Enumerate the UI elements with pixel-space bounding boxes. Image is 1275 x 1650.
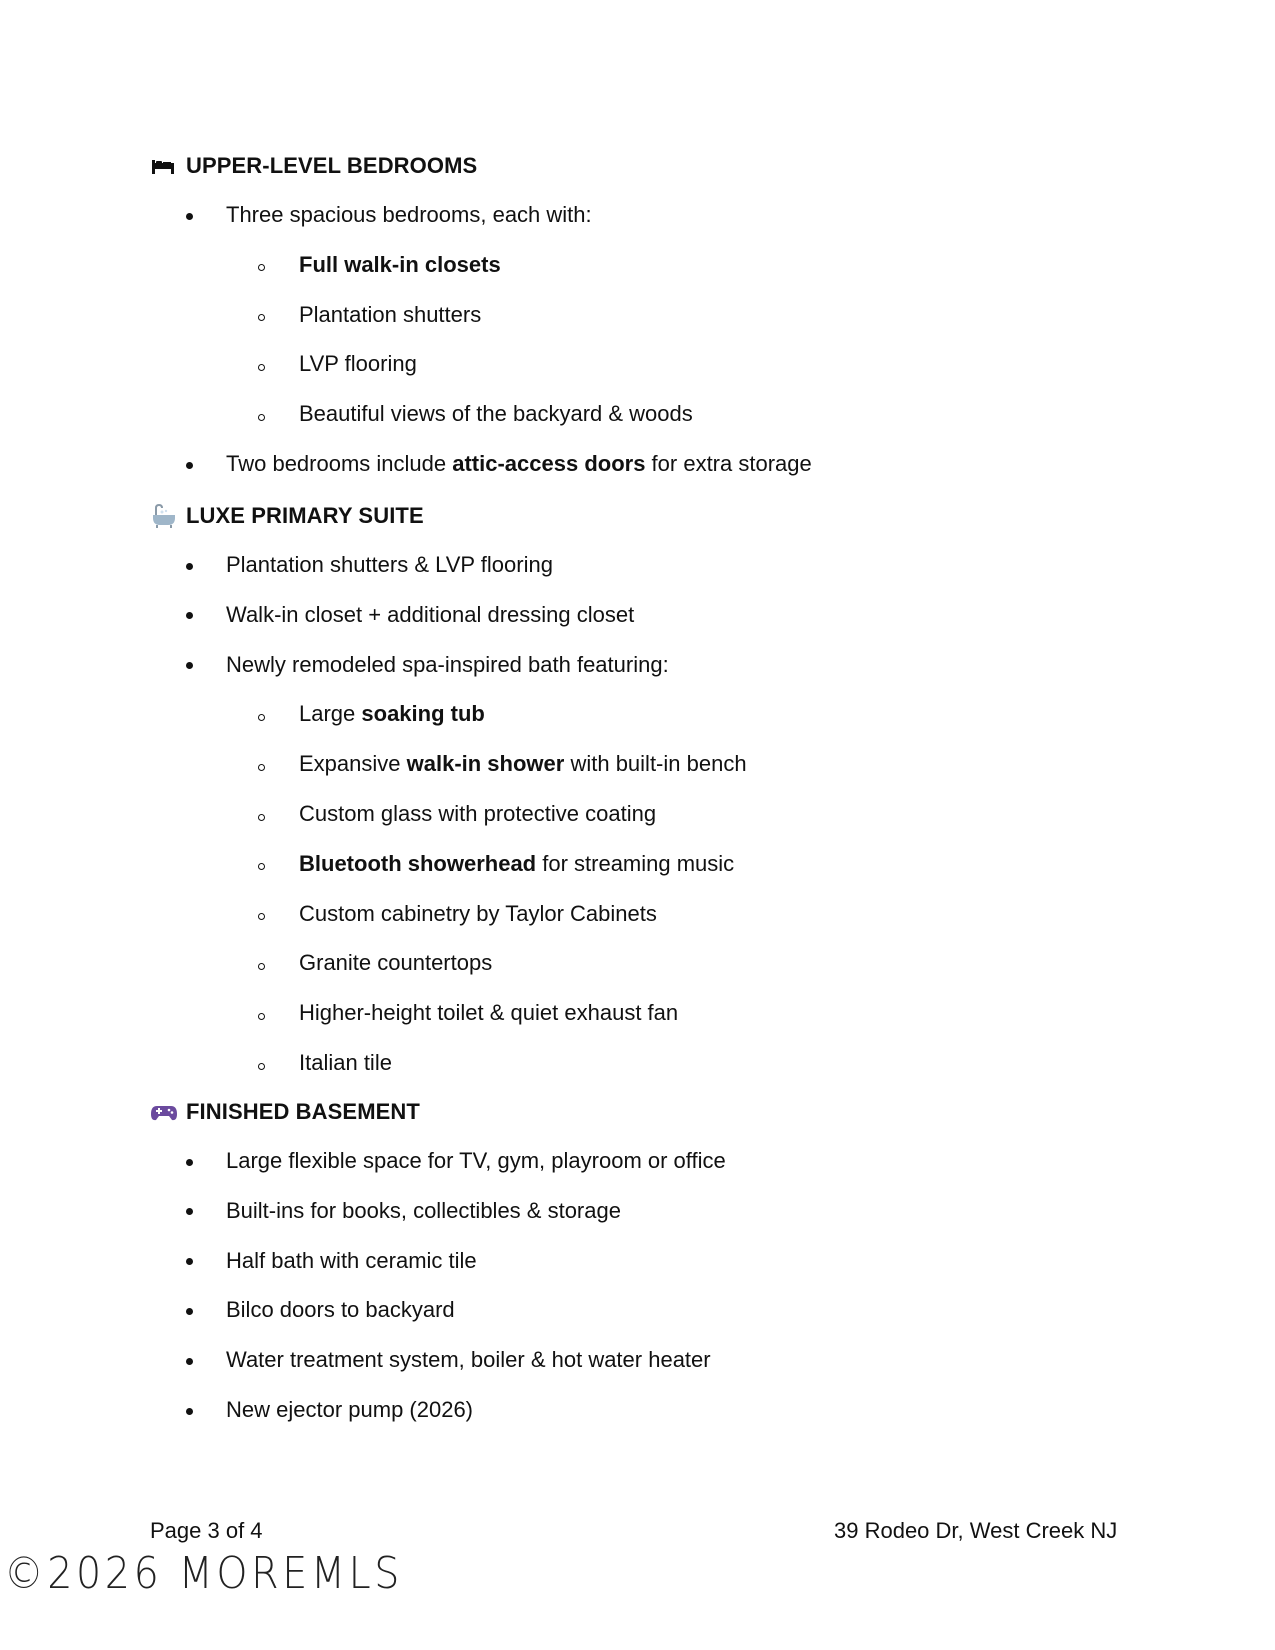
list-item [186, 600, 634, 630]
text-run: Built-ins for books, collectibles & storage [226, 1197, 621, 1223]
hollow-bullet-icon [258, 851, 299, 877]
game-controller-icon [150, 1098, 178, 1126]
hollow-bullet-icon [258, 1050, 299, 1076]
list-item [186, 200, 592, 230]
list-item [186, 550, 553, 580]
list-item-text [226, 202, 592, 228]
text-run: with built-in bench [564, 751, 747, 777]
hollow-bullet-icon [258, 801, 299, 827]
bullet-icon [186, 552, 226, 578]
list-item-text [299, 1000, 678, 1026]
text-run: Water treatment system, boiler & hot water heater [226, 1347, 711, 1373]
text-run: Expansive [299, 751, 407, 777]
list-item-text [299, 901, 657, 927]
list-item-text [226, 1148, 726, 1174]
list-item [186, 1146, 726, 1176]
section-heading-text: UPPER-LEVEL BEDROOMS [186, 153, 478, 178]
sub-list-item [258, 399, 693, 429]
list-item-text [226, 1198, 621, 1224]
list-item-text [226, 652, 669, 678]
bullet-icon [186, 1198, 226, 1224]
text-run: Beautiful views of the backyard & woods [299, 401, 693, 427]
section-heading-text: FINISHED BASEMENT [186, 1099, 420, 1124]
list-item-text [299, 351, 417, 377]
text-run: Newly remodeled spa-inspired bath featuring: [226, 651, 669, 677]
list-item-text [299, 302, 481, 328]
list-item [186, 449, 812, 479]
hollow-bullet-icon [258, 252, 299, 278]
list-item [186, 1246, 477, 1276]
text-run: Three spacious bedrooms, each with: [226, 202, 592, 227]
bullet-icon [186, 1397, 226, 1423]
page-number: Page 3 of 4 [150, 1518, 263, 1543]
text-run: Walk-in closet + additional dressing closet [226, 601, 635, 627]
text-run: Granite countertops [299, 950, 493, 976]
text-run: Large [299, 701, 362, 727]
hollow-bullet-icon [258, 950, 299, 976]
sub-list-item [258, 1048, 392, 1078]
hollow-bullet-icon [258, 401, 299, 427]
property-address: 39 Rodeo Dr, West Creek NJ [834, 1518, 1118, 1543]
bullet-icon [186, 652, 226, 678]
text-run: Italian tile [299, 1050, 392, 1075]
hollow-bullet-icon [258, 701, 299, 727]
sub-list-item [258, 948, 492, 978]
list-item-text [226, 1248, 477, 1274]
text-run: New ejector pump (2026) [226, 1397, 474, 1422]
hollow-bullet-icon [258, 751, 299, 777]
bullet-icon [186, 602, 226, 628]
list-item [186, 1345, 711, 1375]
text-run: Custom cabinetry by Taylor Cabinets [299, 900, 657, 926]
list-item-text [226, 552, 553, 578]
sub-list-item [258, 849, 734, 879]
list-item-text [299, 252, 501, 278]
text-run: Plantation shutters [299, 301, 482, 327]
bold-text: attic-access doors [452, 451, 646, 476]
bathtub-icon [150, 502, 178, 530]
list-item-text [299, 1050, 392, 1076]
text-run: for extra storage [645, 451, 812, 476]
text-run: Large flexible space for TV, gym, playroom or office [226, 1148, 726, 1173]
text-run: LVP flooring [299, 351, 417, 377]
list-item [186, 1295, 455, 1325]
bullet-icon [186, 1148, 226, 1174]
hollow-bullet-icon [258, 302, 299, 328]
list-item [186, 1395, 473, 1425]
list-item-text [299, 401, 693, 427]
bold-text: soaking tub [361, 701, 485, 727]
list-item-text [299, 801, 656, 827]
list-item-text [226, 602, 634, 628]
list-item [186, 650, 669, 680]
bullet-icon [186, 1248, 226, 1274]
bullet-icon [186, 1347, 226, 1373]
watermark: ©2026 MOREMLS [4, 1548, 404, 1599]
list-item-text [226, 1397, 473, 1423]
list-item-text [299, 701, 485, 727]
list-item-text [299, 751, 747, 777]
list-item-text [226, 1297, 455, 1323]
hollow-bullet-icon [258, 901, 299, 927]
list-item-text [226, 1347, 711, 1373]
list-item-text [299, 950, 492, 976]
list-item-text [226, 451, 812, 477]
text-run: Two bedrooms include [226, 451, 453, 476]
bullet-icon [186, 451, 226, 477]
text-run: Plantation shutters & LVP flooring [226, 552, 553, 577]
sub-list-item [258, 250, 501, 280]
bold-text: walk-in shower [406, 751, 565, 777]
list-item-text [299, 851, 734, 877]
sub-list-item [258, 349, 417, 379]
section-heading-text: LUXE PRIMARY SUITE [186, 503, 424, 528]
sub-list-item [258, 799, 656, 829]
sub-list-item [258, 998, 678, 1028]
bold-text: Bluetooth showerhead [299, 850, 537, 876]
bullet-icon [186, 1297, 226, 1323]
text-run: Custom glass with protective coating [299, 801, 657, 826]
hollow-bullet-icon [258, 1000, 299, 1026]
bed-icon [150, 152, 178, 180]
list-item [186, 1196, 621, 1226]
sub-list-item [258, 749, 747, 779]
sub-list-item [258, 300, 481, 330]
text-run: Higher-height toilet & quiet exhaust fan [299, 1000, 679, 1026]
section-heading [150, 1097, 420, 1127]
bullet-icon [186, 202, 226, 228]
text-run: for streaming music [536, 850, 735, 876]
section-heading [150, 151, 477, 181]
sub-list-item [258, 899, 657, 929]
hollow-bullet-icon [258, 351, 299, 377]
bold-text: Full walk-in closets [299, 251, 501, 277]
text-run: Bilco doors to backyard [226, 1297, 455, 1323]
text-run: Half bath with ceramic tile [226, 1247, 477, 1273]
section-heading [150, 501, 424, 531]
sub-list-item [258, 699, 485, 729]
